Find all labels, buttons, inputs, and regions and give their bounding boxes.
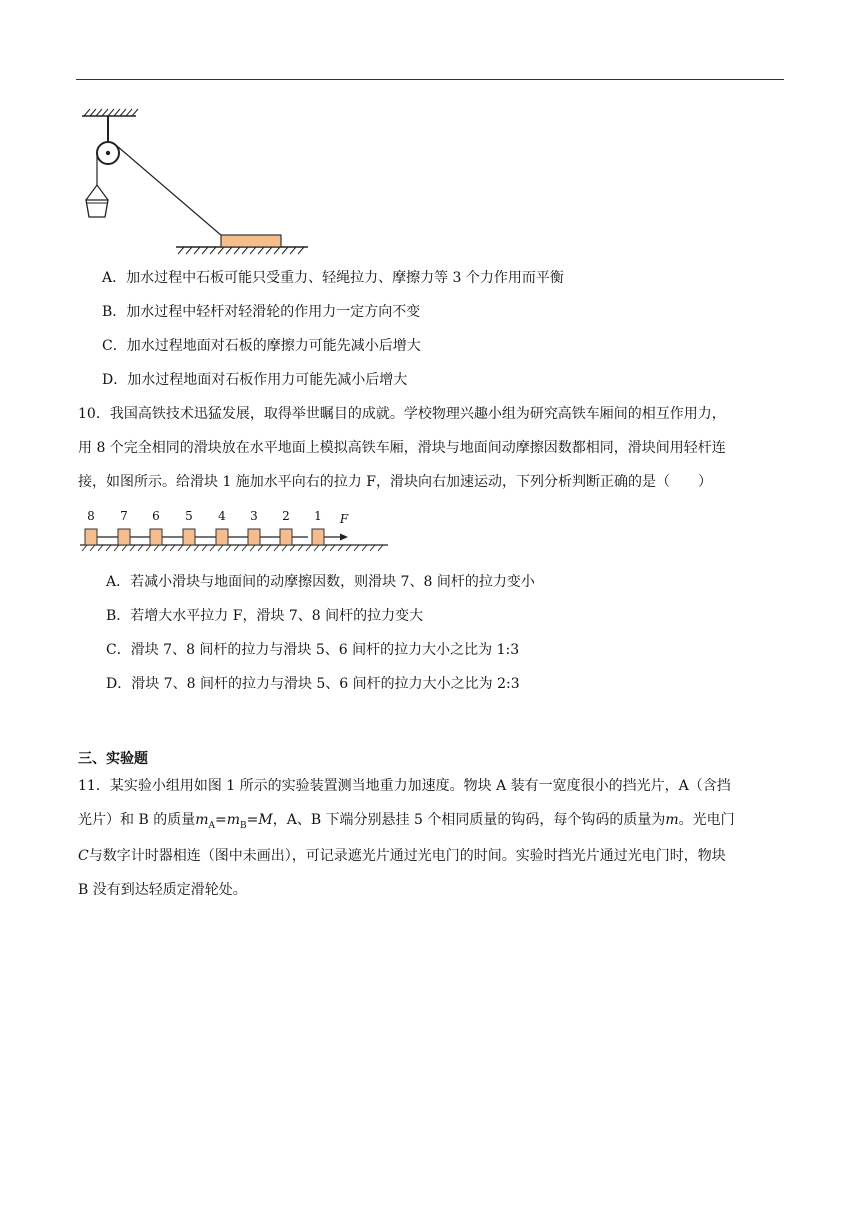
q10-option-a: A．若减小滑块与地面间的动摩擦因数，则滑块 7、8 间杆的拉力变小 [106,574,535,590]
block-label-1: 1 [314,509,322,523]
force-label: F [339,512,349,526]
block-3 [248,529,260,545]
block-5 [183,529,195,545]
block-6 [150,529,162,545]
section-title: 三、实验题 [78,751,148,767]
q10-option-d: D．滑块 7、8 间杆的拉力与滑块 5、6 间杆的拉力大小之比为 2:3 [106,676,520,692]
q11-line-3 [78,846,726,866]
block-7 [118,529,130,545]
math-m-hook: m [665,812,679,828]
q10-stem-line-3: 接，如图所示。给滑块 1 施加水平向右的拉力 F，滑块向右加速运动，下列分析判断正确的是（ ） [78,474,712,490]
math-C: C [78,848,89,864]
header-rule [76,79,784,80]
q11-line-3-text: 与数字计时器相连（图中未画出），可记录遮光片通过光电门的时间。实验时挡光片通过光电门时，物块 [88,848,726,864]
math-eq-2: = [246,812,259,828]
q11-line-2-text-a: 光片）和 B 的质量 [78,812,196,828]
block-1 [312,529,324,545]
sliders-figure [76,504,396,554]
q9-option-a: A．加水过程中石板可能只受重力、轻绳拉力、摩擦力等 3 个力作用而平衡 [102,270,564,286]
pulley-figure [76,100,316,260]
q10-stem-line-1: 10．我国高铁技术迅猛发展，取得举世瞩目的成就。学校物理兴趣小组为研究高铁车厢间的相互作用力， [78,406,726,422]
math-eq-1: = [214,812,227,828]
block-2 [280,529,292,545]
math-m-b: m [226,812,240,828]
block-4 [216,529,228,545]
q9-option-b: B．加水过程中轻杆对轻滑轮的作用力一定方向不变 [102,304,421,320]
block-label-5: 5 [185,509,193,523]
math-m-a: m [195,812,209,828]
block-label-7: 7 [120,509,128,523]
q11-line-2 [78,810,735,836]
block-label-4: 4 [218,509,226,523]
block-label-2: 2 [282,509,290,523]
block-label-6: 6 [152,509,160,523]
q10-stem-line-2: 用 8 个完全相同的滑块放在水平地面上模拟高铁车厢，滑块与地面间动摩擦因数都相同，滑块间用轻杆连 [78,440,726,456]
math-M: M [258,812,273,828]
math-sub-a: A [208,820,215,831]
q9-option-c: C．加水过程地面对石板的摩擦力可能先减小后增大 [102,338,421,354]
q11-line-1: 11．某实验小组用如图 1 所示的实验装置测当地重力加速度。物块 A 装有一宽度很小的挡光片，A（含挡 [78,778,731,794]
block-label-3: 3 [250,509,258,523]
block-label-8: 8 [87,509,95,523]
math-sub-b: B [240,820,247,831]
q11-line-2-text-c: 。光电门 [678,812,735,828]
block-8 [85,529,97,545]
q9-option-d: D．加水过程地面对石板作用力可能先减小后增大 [102,372,408,388]
q11-line-4: B 没有到达轻质定滑轮处。 [78,882,247,898]
q10-option-c: C．滑块 7、8 间杆的拉力与滑块 5、6 间杆的拉力大小之比为 1:3 [106,642,520,658]
q11-line-2-text-b: ，A、B 下端分别悬挂 5 个相同质量的钩码，每个钩码的质量为 [272,812,666,828]
q10-option-b: B．若增大水平拉力 F，滑块 7、8 间杆的拉力变大 [106,608,424,624]
